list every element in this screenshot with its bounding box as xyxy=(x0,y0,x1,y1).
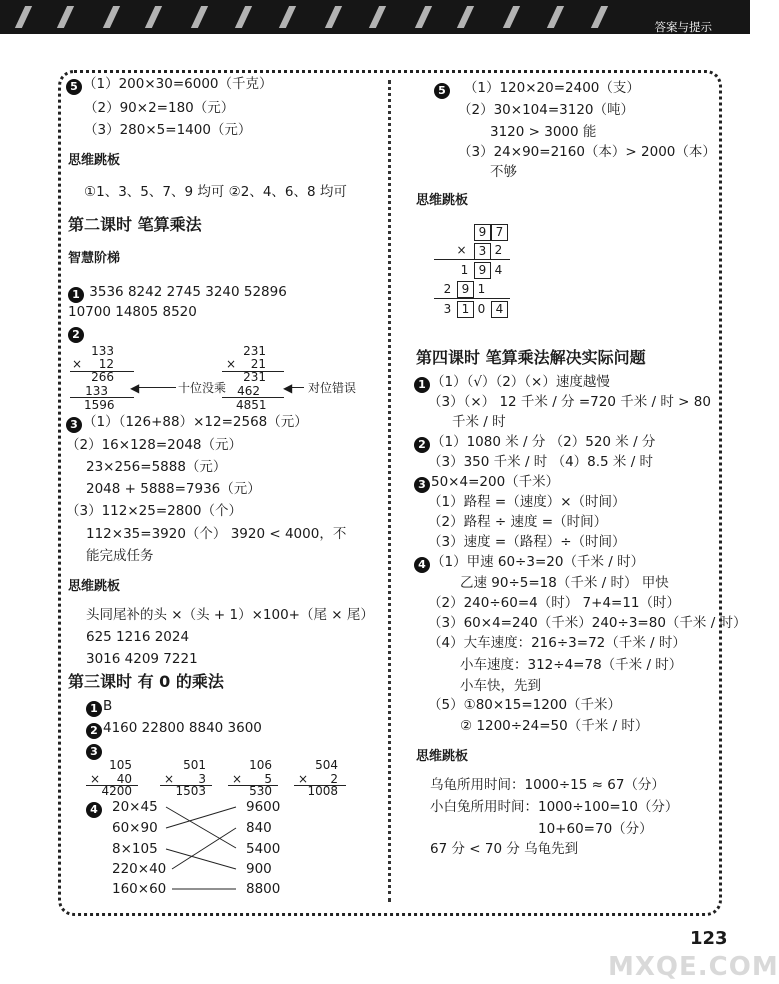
siwei1-text: ①1、3、5、7、9 均可 ②2、4、6、8 均可 xyxy=(84,184,347,200)
match-right-item: 900 xyxy=(246,861,272,877)
lesson4-title: 第四课时 笔算乘法解决实际问题 xyxy=(416,348,646,367)
s2-line4: 67 分 < 70 分 乌龟先到 xyxy=(430,841,579,857)
q-number-badge: 3 xyxy=(66,417,82,433)
match-left-item: 8×105 xyxy=(112,841,158,857)
l4-q1-line2: （3）（×） 12 千米 / 分 =720 千米 / 时 > 80 xyxy=(428,394,711,410)
match-right-item: 9600 xyxy=(246,799,281,815)
match-left-item: 20×45 xyxy=(112,799,158,815)
match-right-item: 840 xyxy=(246,820,272,836)
siwei2-line2: 625 1216 2024 xyxy=(86,629,190,645)
l3-q1: 1 B xyxy=(86,697,112,717)
match-left-item: 60×90 xyxy=(112,820,158,836)
q-number-badge: 5 xyxy=(66,79,82,95)
q-number-badge: 1 xyxy=(86,701,102,717)
l4-q4-line8: （5）①80×15=1200（千米） xyxy=(428,697,622,713)
arrow-head-icon: ◀ xyxy=(283,381,293,395)
vm1-note: 十位没乘 xyxy=(178,381,227,395)
q-number-badge: 2 xyxy=(86,723,102,739)
l3-q2: 2 4160 22800 8840 3600 xyxy=(86,719,262,739)
l4-q4-line1: 4 （1）甲速 60÷3=20（千米 / 时） xyxy=(414,553,644,573)
right-q5-line1: 5 （1）120×20=2400（支） xyxy=(434,79,640,99)
l2-q1-line1: 1 3536 8242 2745 3240 52896 xyxy=(68,283,287,303)
q-number-badge: 4 xyxy=(414,557,430,573)
q-number-badge: 3 xyxy=(414,477,430,493)
l4-q3-line3: （2）路程 ÷ 速度 =（时间） xyxy=(428,514,608,530)
left-q5-line2: （2）90×2=180（元） xyxy=(84,100,235,116)
l2-q3-line6: 112×35=3920（个） 3920 < 4000，不 xyxy=(86,526,347,542)
l4-q4-line3: （2）240÷60=4（时） 7+4=11（时） xyxy=(428,595,681,611)
l4-q3-line1: 3 50×4=200（千米） xyxy=(414,473,559,493)
match-left-item: 160×60 xyxy=(112,881,167,897)
left-q5-line1: 5 （1）200×30=6000（千克） xyxy=(66,75,273,95)
right-q5-line5: 不够 xyxy=(490,164,517,180)
s2-line2: 小白兔所用时间：1000÷100=10（分） xyxy=(430,799,679,815)
siwei-title: 思维跳板 xyxy=(68,153,121,168)
l2-q3-line2: （2）16×128=2048（元） xyxy=(66,437,243,453)
l4-q1-line1: 1 （1）（√）（2）（×）速度越慢 xyxy=(414,373,610,393)
right-q5-line4: （3）24×90=2160（本）> 2000（本） xyxy=(458,144,716,160)
arrow-head-icon: ◀ xyxy=(130,381,140,395)
l4-q4-line5: （4）大车速度：216÷3=72（千米 / 时） xyxy=(428,635,686,651)
page-number: 123 xyxy=(690,928,728,949)
lesson3-title: 第三课时 有 0 的乘法 xyxy=(68,672,224,691)
header-label: 答案与提示 xyxy=(654,20,712,34)
q-number-badge: 3 xyxy=(86,744,102,760)
match-right-item: 8800 xyxy=(246,881,281,897)
l4-q4-line7: 小车快，先到 xyxy=(460,678,541,694)
watermark: MXQE.COM xyxy=(608,952,779,982)
right-siwei2-title: 思维跳板 xyxy=(416,749,469,764)
l4-q4-line6: 小车速度：312÷4=78（千米 / 时） xyxy=(460,657,683,673)
l4-q3-line2: （1）路程 =（速度）×（时间） xyxy=(428,494,626,510)
zhihui-title: 智慧阶梯 xyxy=(68,251,121,266)
right-q5-line3: 3120 > 3000 能 xyxy=(490,124,597,140)
siwei2-line3: 3016 4209 7221 xyxy=(86,651,198,667)
q-number-badge: 2 xyxy=(414,437,430,453)
q-number-badge: 4 xyxy=(86,802,102,818)
l2-q3-line3: 23×256=5888（元） xyxy=(86,459,227,475)
l2-q3-line5: （3）112×25=2800（个） xyxy=(66,503,243,519)
siwei2-title: 思维跳板 xyxy=(68,579,121,594)
l2-q3-line7: 能完成任务 xyxy=(86,548,154,564)
l4-q1-line3: 千米 / 时 xyxy=(452,414,506,430)
s2-line1: 乌龟所用时间：1000÷15 ≈ 67（分） xyxy=(430,777,665,793)
l4-q2-line2: （3）350 千米 / 时 （4）8.5 米 / 时 xyxy=(428,454,654,470)
q-number-badge: 1 xyxy=(414,377,430,393)
left-q5-line3: （3）280×5=1400（元） xyxy=(84,122,252,138)
q-number-badge: 1 xyxy=(68,287,84,303)
match-right-item: 5400 xyxy=(246,841,281,857)
l4-q3-line4: （3）速度 =（路程）÷（时间） xyxy=(428,534,626,550)
right-siwei-title: 思维跳板 xyxy=(416,193,469,208)
l2-q3-line4: 2048 + 5888=7936（元） xyxy=(86,481,261,497)
vm2-note: 对位错误 xyxy=(308,381,357,395)
siwei2-line1: 头同尾补的头 ×（头 + 1）×100+（尾 × 尾） xyxy=(86,607,374,623)
l4-q4-line9: ② 1200÷24=50（千米 / 时） xyxy=(460,718,649,734)
l4-q4-line2: 乙速 90÷5=18（千米 / 时） 甲快 xyxy=(460,575,669,591)
lesson2-title: 第二课时 笔算乘法 xyxy=(68,215,202,234)
q-number-badge: 5 xyxy=(434,83,450,99)
s2-line3: 10+60=70（分） xyxy=(538,821,653,837)
q-number-badge: 2 xyxy=(68,327,84,343)
l4-q2-line1: 2 （1）1080 米 / 分 （2）520 米 / 分 xyxy=(414,433,655,453)
match-left-item: 220×40 xyxy=(112,861,167,877)
right-q5-line2: （2）30×104=3120（吨） xyxy=(458,102,635,118)
l4-q4-line4: （3）60×4=240（千米）240÷3=80（千米 / 时） xyxy=(428,615,747,631)
l2-q1-line2: 10700 14805 8520 xyxy=(68,304,197,320)
l2-q3-line1: 3 （1）（126+88）×12=2568（元） xyxy=(66,413,308,433)
